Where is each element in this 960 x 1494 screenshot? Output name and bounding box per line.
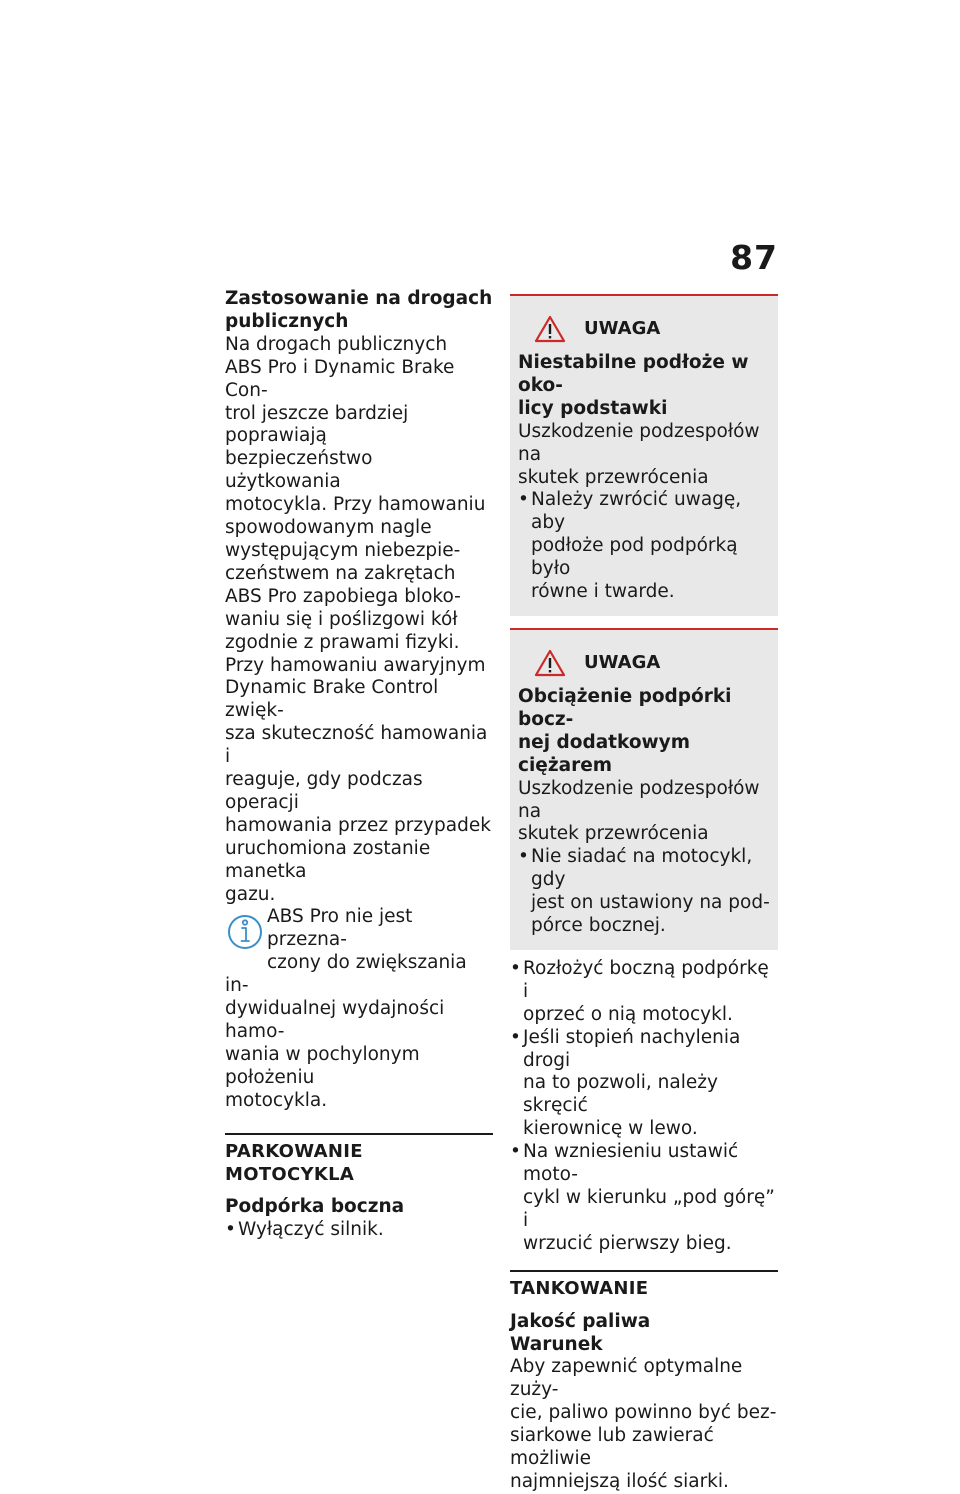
text-line: ABS Pro zapobiega bloko- [225, 585, 461, 607]
text-line: siarkowe lub zawierać możliwie [510, 1425, 714, 1470]
warning-box [510, 628, 778, 950]
text-line: reaguje, gdy podczas operacji [225, 769, 423, 813]
text-line: Na drogach publicznych [225, 333, 448, 355]
warning-header [518, 648, 770, 678]
text-line: wrzucić pierwszy bieg. [523, 1232, 732, 1254]
text-line: pórce bocznej. [531, 915, 666, 937]
text-line: spowodowanym nagle [225, 517, 432, 539]
warning-triangle-icon [534, 315, 566, 343]
text-line: Przy hamowaniu awaryjnym [225, 654, 486, 676]
info-note [225, 906, 493, 1112]
text-line: uruchomiona zostanie manetka [225, 837, 431, 882]
text-line: hamowania przez przypadek [225, 814, 491, 836]
text-line: wania w pochylonym położeniu [225, 1043, 420, 1088]
text-line: • Należy zwrócić uwagę, aby [531, 489, 742, 534]
page-number: 87 [730, 238, 778, 277]
text-line: dywidualnej wydajności hamo- [225, 998, 445, 1042]
text-line: • Nie siadać na motocykl, gdy [531, 846, 753, 891]
list-item: • Wyłączyć silnik. [225, 1219, 493, 1242]
text-line: Niestabilne podłoże w oko- [518, 352, 749, 396]
text-line: Uszkodzenie podzespołów na [518, 777, 760, 822]
text-line: waniu się i poślizgowi kół [225, 608, 458, 630]
list-item [510, 958, 778, 1027]
text-line: • Rozłożyć boczną podpórkę i [523, 957, 769, 1002]
subheading-fuel-quality: Jakość paliwa [510, 1310, 651, 1332]
text-line: cie, paliwo powinno być bez- [510, 1402, 777, 1424]
text-line: równe i twarde. [531, 581, 675, 603]
text-line: czeństwem na zakrętach [225, 562, 456, 584]
subheading-condition: Warunek [510, 1333, 603, 1355]
text-line: motocykla. Przy hamowaniu [225, 494, 486, 516]
heading-public-roads: Zastosowanie na drogach publicznych [225, 288, 493, 332]
text-line: skutek przewrócenia [518, 466, 709, 488]
text-line: • Na wzniesieniu ustawić moto- [523, 1141, 739, 1186]
list-item [518, 489, 770, 604]
text-line: czony do zwiększania in- [225, 952, 467, 997]
text-line: oprzeć o nią motocykl. [523, 1003, 733, 1025]
list-item [510, 1027, 778, 1142]
text-line: licy podstawki [518, 397, 668, 419]
text-line: motocykla. [225, 1089, 328, 1111]
warning-label: UWAGA [584, 651, 661, 673]
text-line: Obciążenie podpórki bocz- [518, 685, 732, 730]
list-item [518, 846, 770, 938]
paragraph-abs-pro [225, 334, 493, 907]
text-line: skutek przewrócenia [518, 823, 709, 845]
warning-header [518, 314, 770, 344]
text-line: Dynamic Brake Control zwięk- [225, 677, 439, 722]
warning-box [510, 294, 778, 616]
text-line: ABS Pro nie jest przezna- [267, 906, 413, 951]
list-item [510, 1141, 778, 1256]
text-line: kierownicę w lewo. [523, 1118, 698, 1140]
text-line: na to pozwoli, należy skręcić [523, 1072, 718, 1117]
warning-label: UWAGA [584, 317, 661, 339]
left-column [225, 288, 493, 1242]
text-line: trol jeszcze bardziej poprawiają [225, 402, 409, 447]
warning-triangle-icon [534, 649, 566, 677]
text-line: jest on ustawiony na pod- [531, 892, 770, 914]
text-line: • Jeśli stopień nachylenia drogi [523, 1026, 741, 1071]
text-line: Aby zapewnić optymalne zuży- [510, 1356, 743, 1401]
right-column [510, 294, 778, 1494]
text-line: ABS Pro i Dynamic Brake Con- [225, 356, 455, 401]
paragraph-fuel [510, 1356, 778, 1493]
text-line: Uszkodzenie podzespołów na [518, 420, 760, 465]
text-line: podłoże pod podpórką było [531, 535, 738, 580]
text-line: sza skuteczność hamowania i [225, 723, 488, 768]
info-icon [225, 908, 265, 952]
text-line: cykl w kierunku „pod górę” i [523, 1187, 775, 1231]
text-line: występującym niebezpie- [225, 539, 461, 561]
text-line: zgodnie z prawami fizyki. [225, 631, 460, 653]
text-line: najmniejszą ilość siarki. [510, 1470, 729, 1492]
section-title-refueling: TANKOWANIE [510, 1270, 778, 1301]
text-line: gazu. [225, 883, 276, 905]
section-title-parking: PARKOWANIE MOTOCYKLA [225, 1133, 493, 1187]
steps-list [510, 958, 778, 1256]
text-line: nej dodatkowym ciężarem [518, 731, 690, 776]
subheading-side-stand: Podpórka boczna [225, 1196, 405, 1218]
text-line: bezpieczeństwo użytkowania [225, 448, 373, 493]
